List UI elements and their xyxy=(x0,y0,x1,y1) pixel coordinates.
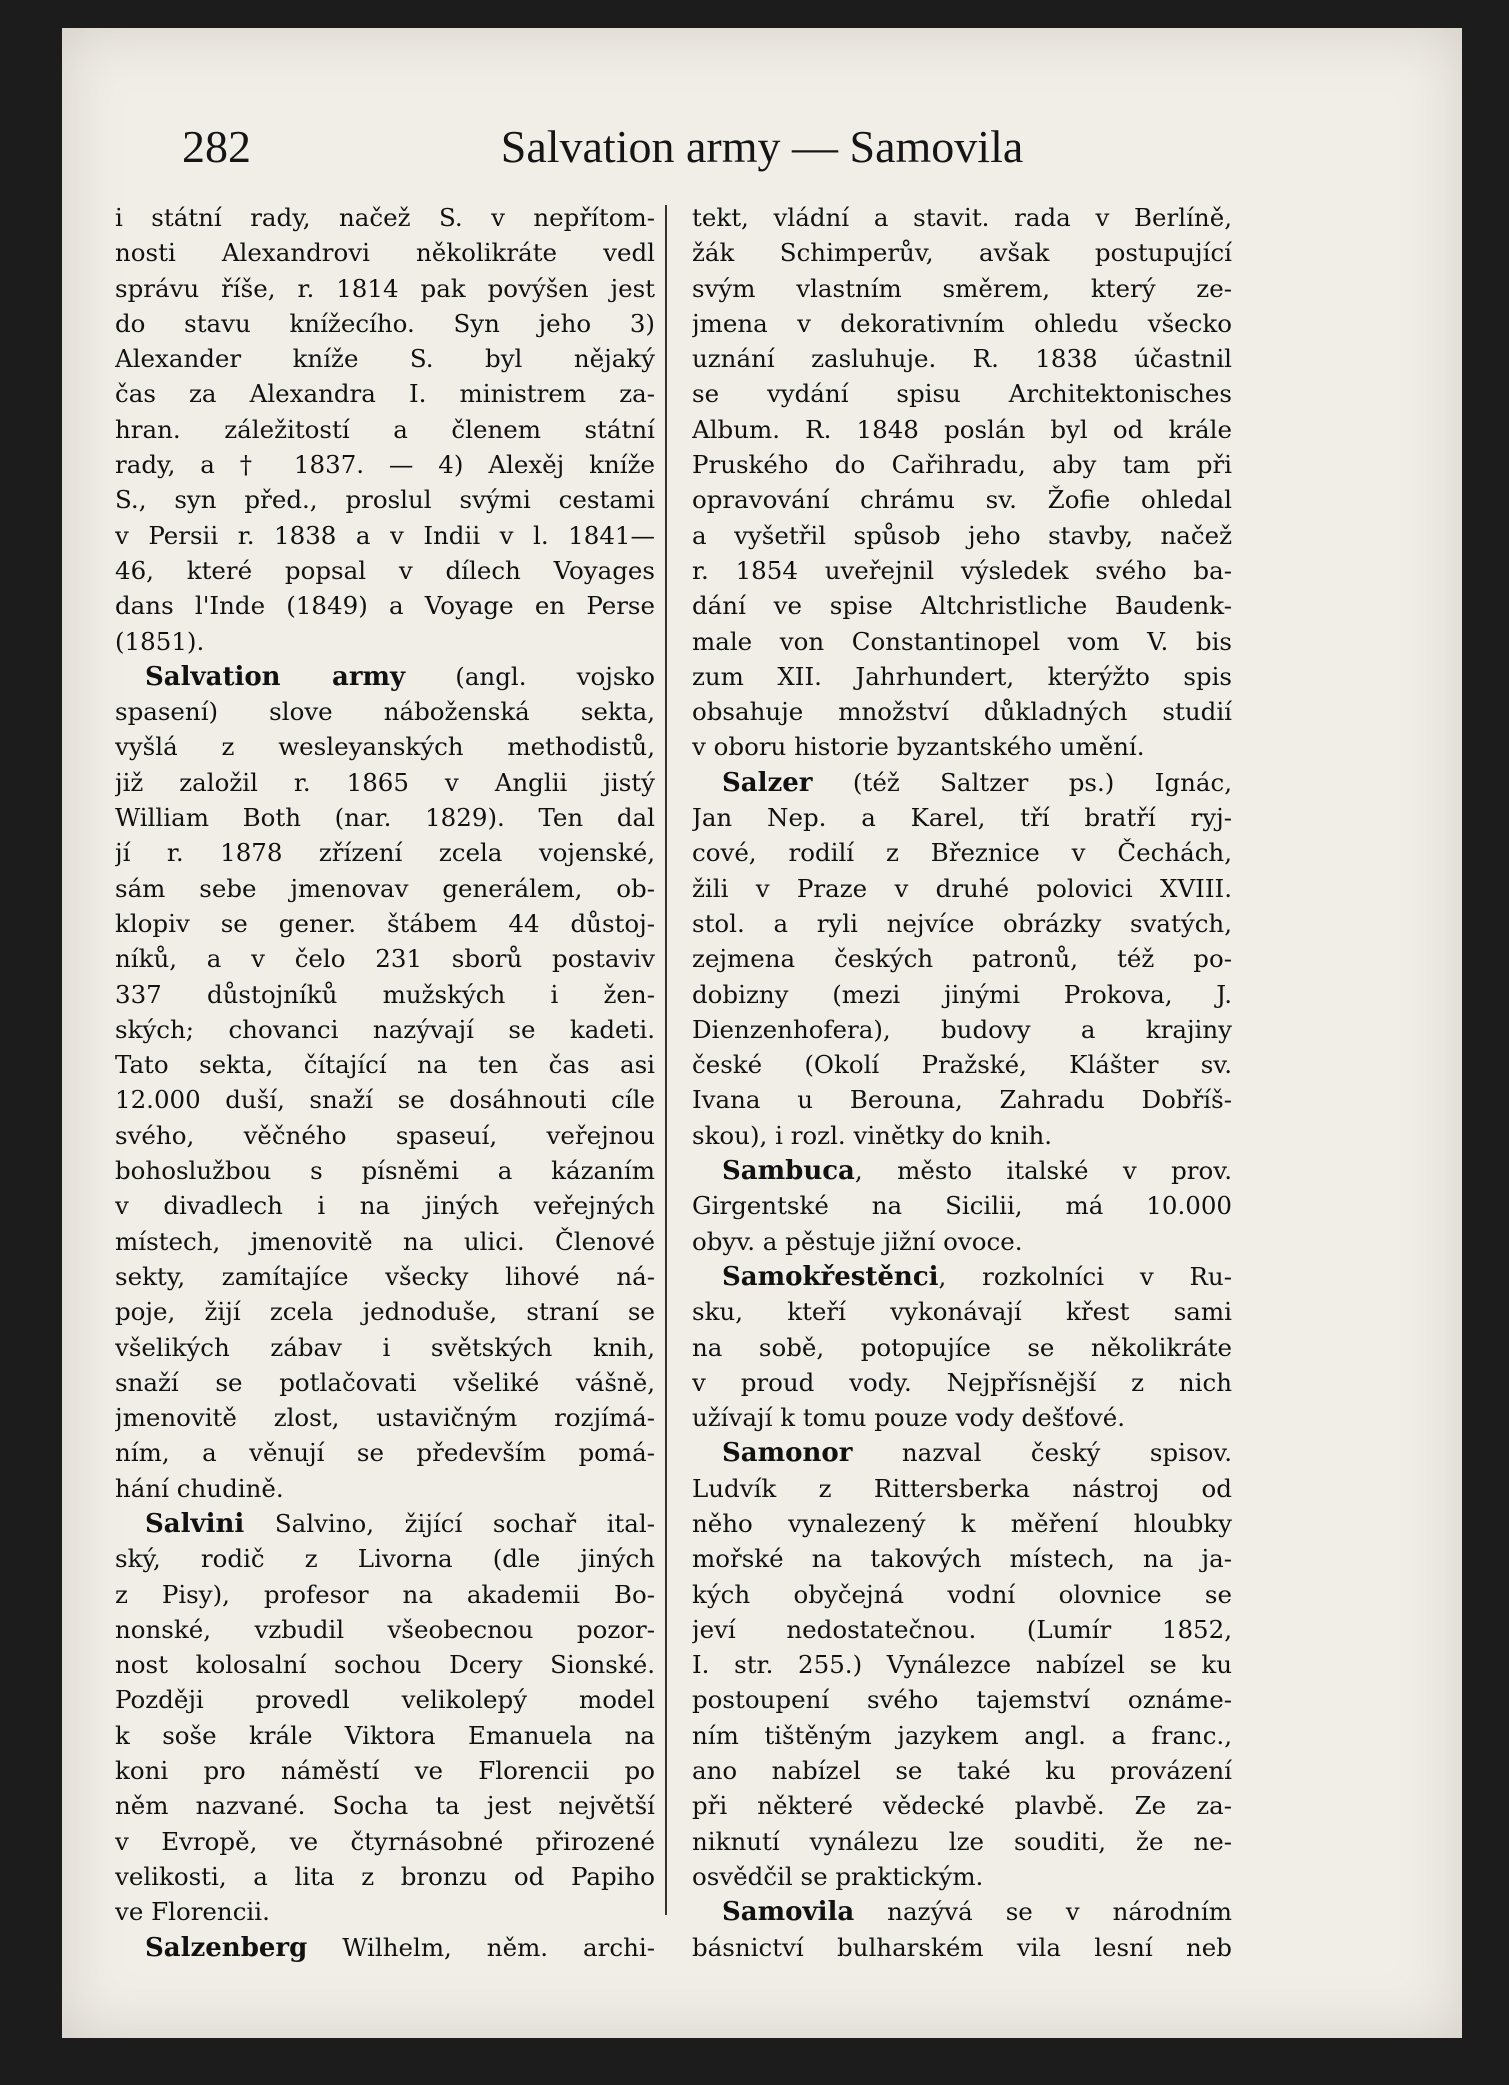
text-line: dobizny (mezi jinými Prokova, J. xyxy=(692,979,1232,1009)
text-line: sekty, zamítajíce všecky lihové ná- xyxy=(115,1261,655,1291)
text-line: Samovila nazývá se v národním xyxy=(722,1897,1232,1928)
text-line: obsahuje množství důkladných studií xyxy=(692,697,1232,727)
text-line: koni pro náměstí ve Florencii po xyxy=(115,1756,655,1786)
text-line: z Pisy), profesor na akademii Bo- xyxy=(115,1579,655,1609)
text-line: se vydání spisu Architektonisches xyxy=(692,379,1232,409)
left-column xyxy=(115,200,655,1965)
entry-headword: Salvini xyxy=(145,1508,245,1539)
text-line: Ludvík z Rittersberka nástroj od xyxy=(692,1473,1232,1503)
text-line: všelikých zábav i světských knih, xyxy=(115,1332,655,1362)
text-line: velikosti, a lita z bronzu od Papiho xyxy=(115,1861,655,1891)
text-line: klopiv se gener. štábem 44 důstoj- xyxy=(115,908,655,938)
text-line: r. 1854 uveřejnil výsledek svého ba- xyxy=(692,555,1232,585)
text-line: žili v Praze v druhé polovici XVIII. xyxy=(692,873,1232,903)
text-line: spasení) slove náboženská sekta, xyxy=(115,697,655,727)
text-line: postoupení svého tajemství oznáme- xyxy=(692,1685,1232,1715)
entry-headword: Samonor xyxy=(722,1438,853,1469)
text-line: čas za Alexandra I. ministrem za- xyxy=(115,379,655,409)
text-line: S., syn před., proslul svými cestami xyxy=(115,485,655,515)
text-line: Dienzenhofera), budovy a krajiny xyxy=(692,1014,1232,1044)
text-line: stol. a ryli nejvíce obrázky svatých, xyxy=(692,908,1232,938)
text-line: Později provedl velikolepý model xyxy=(115,1685,655,1715)
text-line: Tato sekta, čítající na ten čas asi xyxy=(115,1050,655,1080)
text-line: básnictví bulharském vila lesní neb xyxy=(692,1932,1232,1962)
text-line: žák Schimperův, avšak postupující xyxy=(692,238,1232,268)
text-line: obyv. a pěstuje jižní ovoce. xyxy=(692,1226,1023,1256)
text-line: 337 důstojníků mužských i žen- xyxy=(115,979,655,1009)
text-line: kých obyčejná vodní olovnice se xyxy=(692,1579,1232,1609)
text-line: svého, věčného spaseuí, veřejnou xyxy=(115,1120,655,1150)
text-line: ano nabízel se také ku provázení xyxy=(692,1756,1232,1786)
text-line: v divadlech i na jiných veřejných xyxy=(115,1191,655,1221)
text-line: (1851). xyxy=(115,626,205,656)
entry-headword: Samokřestěnci xyxy=(722,1261,939,1292)
text-line: níků, a v čelo 231 sborů postaviv xyxy=(115,944,655,974)
text-line: Salzenberg Wilhelm, něm. archi- xyxy=(145,1932,655,1963)
text-line: Jan Nep. a Karel, tří bratří ryj- xyxy=(692,803,1232,833)
text-line: opravování chrámu sv. Žofie ohledal xyxy=(692,485,1232,515)
text-line: poje, žijí zcela jednoduše, straní se xyxy=(115,1297,655,1327)
text-line: jmenovitě zlost, ustavičným rozjímá- xyxy=(115,1403,655,1433)
text-line: skou), i rozl. vinětky do knih. xyxy=(692,1120,1053,1150)
running-title: Salvation army — Samovila xyxy=(500,121,1024,172)
text-line: sám sebe jmenovav generálem, ob- xyxy=(115,873,655,903)
text-line: Girgentské na Sicilii, má 10.000 xyxy=(692,1191,1232,1221)
page-number: 282 xyxy=(182,121,251,172)
text-line: I. str. 255.) Vynálezce nabízel se ku xyxy=(692,1650,1232,1680)
text-line: Album. R. 1848 poslán byl od krále xyxy=(692,414,1232,444)
text-line: místech, jmenovitě na ulici. Členové xyxy=(115,1226,655,1256)
text-line: vyšlá z wesleyanských methodistů, xyxy=(115,732,655,762)
text-line: v Persii r. 1838 a v Indii v l. 1841— xyxy=(115,520,655,550)
text-line: i státní rady, načež S. v nepřítom- xyxy=(115,203,655,232)
text-line: Salvation army (angl. vojsko xyxy=(145,661,655,692)
text-line: Alexander kníže S. byl nějaký xyxy=(115,344,655,374)
text-line: 46, které popsal v dílech Voyages xyxy=(115,555,655,585)
text-line: dans l'Inde (1849) a Voyage en Perse xyxy=(115,591,655,621)
text-line: Salvini Salvino, žijící sochař ital- xyxy=(145,1508,655,1539)
text-line: při některé vědecké plavbě. Ze za- xyxy=(692,1791,1232,1821)
entry-headword: Salzenberg xyxy=(145,1932,308,1963)
text-line: nonské, vzbudil všeobecnou pozor- xyxy=(115,1614,655,1644)
text-line: na sobě, potopujíce se několikráte xyxy=(692,1332,1232,1362)
text-line: v oboru historie byzantského umění. xyxy=(692,732,1145,762)
text-line: Salzer (též Saltzer ps.) Ignác, xyxy=(722,767,1232,798)
text-line: Ivana u Berouna, Zahradu Dobříš- xyxy=(692,1085,1232,1115)
entry-headword: Salzer xyxy=(722,767,813,798)
text-line: Sambuca, město italské v prov. xyxy=(722,1156,1232,1187)
page-header xyxy=(182,120,1342,190)
text-line: jmena v dekorativním ohledu všecko xyxy=(692,308,1232,338)
text-line: male von Constantinopel vom V. bis xyxy=(692,626,1232,656)
text-line: Samonor nazval český spisov. xyxy=(722,1438,1232,1469)
text-line: zum XII. Jahrhundert, kterýžto spis xyxy=(692,661,1232,691)
right-column xyxy=(692,200,1232,1965)
text-line: William Both (nar. 1829). Ten dal xyxy=(115,803,655,833)
text-line: ním, a věnují se především pomá- xyxy=(115,1438,655,1468)
text-line: tekt, vládní a stavit. rada v Berlíně, xyxy=(692,203,1232,232)
text-line: zejmena českých patronů, též po- xyxy=(692,944,1232,974)
text-line: cové, rodilí z Březnice v Čechách, xyxy=(692,838,1232,868)
text-line: do stavu knížecího. Syn jeho 3) xyxy=(115,308,655,338)
text-line: hran. záležitostí a členem státní xyxy=(115,414,655,444)
entry-headword: Sambuca xyxy=(722,1156,855,1187)
entry-headword: Salvation army xyxy=(145,661,406,692)
text-line: ve Florencii. xyxy=(115,1897,270,1927)
text-line: již založil r. 1865 v Anglii jistý xyxy=(115,767,655,797)
text-line: ním tištěným jazykem angl. a franc., xyxy=(692,1720,1232,1750)
column-divider xyxy=(665,205,667,1915)
text-line: hání chudině. xyxy=(115,1473,284,1503)
text-line: a vyšetřil spůsob jeho stavby, načež xyxy=(692,520,1232,550)
text-line: niknutí vynálezu lze souditi, že ne- xyxy=(692,1826,1232,1856)
text-line: užívají k tomu pouze vody dešťové. xyxy=(692,1403,1126,1433)
text-line: snaží se potlačovati všeliké vášně, xyxy=(115,1367,655,1397)
text-line: bohoslužbou s písněmi a kázaním xyxy=(115,1156,655,1186)
text-line: nosti Alexandrovi několikráte vedl xyxy=(115,238,655,268)
text-line: uznání zasluhuje. R. 1838 účastnil xyxy=(692,344,1232,374)
text-line: české (Okolí Pražské, Klášter sv. xyxy=(692,1050,1232,1080)
text-line: 12.000 duší, snaží se dosáhnouti cíle xyxy=(115,1085,655,1115)
text-line: jí r. 1878 zřízení zcela vojenské, xyxy=(115,838,655,868)
text-line: rady, a † 1837. — 4) Alexěj kníže xyxy=(115,450,655,480)
entry-headword: Samovila xyxy=(722,1897,855,1928)
text-line: nost kolosalní sochou Dcery Sionské. xyxy=(115,1650,655,1680)
text-line: správu říše, r. 1814 pak povýšen jest xyxy=(115,273,655,303)
text-line: v Evropě, ve čtyrnásobné přirozené xyxy=(115,1826,655,1856)
text-line: něm nazvané. Socha ta jest největší xyxy=(115,1791,655,1821)
text-line: svým vlastním směrem, který ze- xyxy=(692,273,1232,303)
text-line: Pruského do Cařihradu, aby tam při xyxy=(692,450,1232,480)
text-line: Samokřestěnci, rozkolníci v Ru- xyxy=(722,1261,1232,1292)
text-line: dání ve spise Altchristliche Baudenk- xyxy=(692,591,1232,621)
text-line: mořské na takových místech, na ja- xyxy=(692,1544,1232,1574)
text-line: v proud vody. Nejpřísnější z nich xyxy=(692,1367,1232,1397)
text-line: osvědčil se praktickým. xyxy=(692,1861,984,1891)
text-line: ských; chovanci nazývají se kadeti. xyxy=(115,1014,655,1044)
text-line: něho vynalezený k měření hloubky xyxy=(692,1508,1232,1538)
text-line: jeví nedostatečnou. (Lumír 1852, xyxy=(692,1614,1232,1644)
text-line: k soše krále Viktora Emanuela na xyxy=(115,1720,655,1750)
text-line: ský, rodič z Livorna (dle jiných xyxy=(115,1544,655,1574)
text-line: sku, kteří vykonávají křest sami xyxy=(692,1297,1232,1327)
